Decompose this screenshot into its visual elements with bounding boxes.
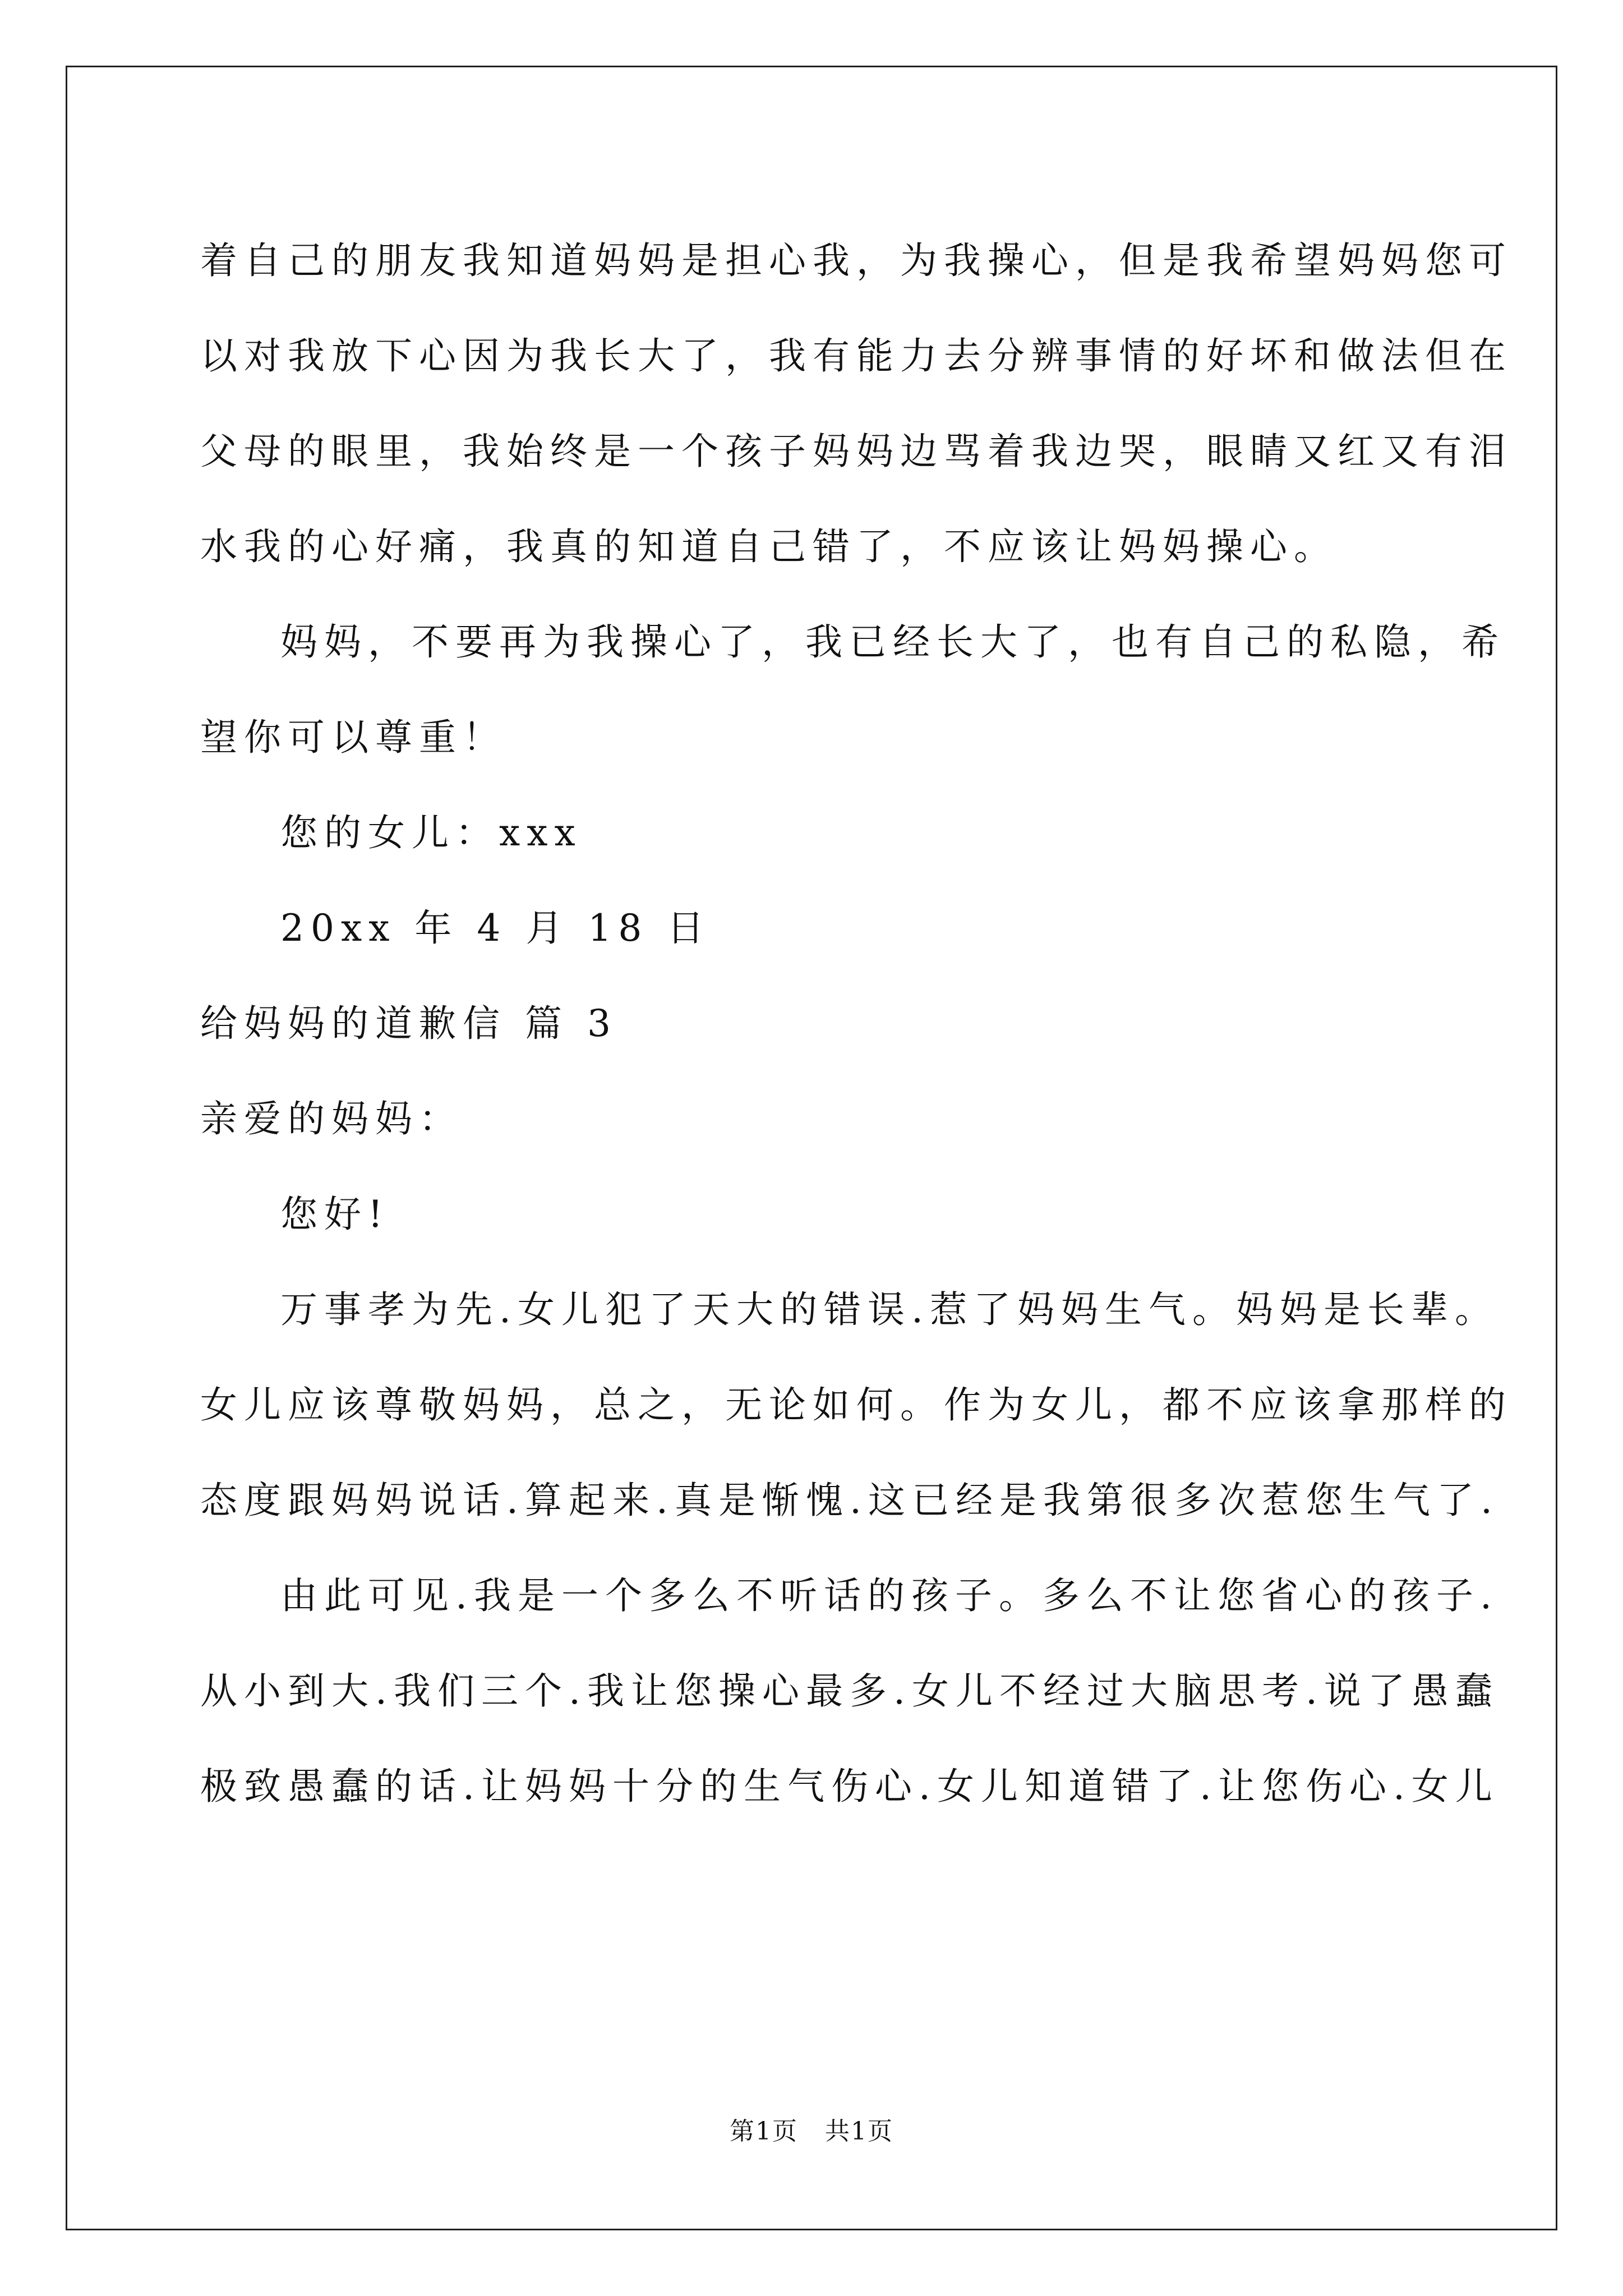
body-line: 以对我放下心因为我长大了，我有能力去分辨事情的好坏和做法但在: [200, 334, 1513, 378]
body-line: 从小到大.我们三个.我让您操心最多.女儿不经过大脑思考.说了愚蠢: [200, 1669, 1499, 1713]
date-line: 20xx 年 4 月 18 日: [280, 907, 711, 950]
body-line: 着自己的朋友我知道妈妈是担心我，为我操心，但是我希望妈妈您可: [200, 239, 1513, 282]
body-line: 望你可以尊重！: [200, 716, 506, 759]
page-total: 共1页: [825, 2117, 893, 2146]
body-line: 妈妈，不要再为我操心了，我已经长大了，也有自己的私隐，希: [280, 620, 1505, 664]
body-line: 由此可见.我是一个多么不听话的孩子。多么不让您省心的孩子.: [280, 1574, 1498, 1617]
body-line: 父母的眼里，我始终是一个孩子妈妈边骂着我边哭，眼睛又红又有泪: [200, 430, 1513, 473]
salutation: 亲爱的妈妈：: [200, 1097, 463, 1140]
page-number: 第1页: [730, 2117, 798, 2146]
page-footer: [0, 2115, 1623, 2148]
document-body: [200, 213, 1513, 1834]
body-line: 极致愚蠢的话.让妈妈十分的生气伤心.女儿知道错了.让您伤心.女儿: [200, 1765, 1499, 1808]
body-line: 水我的心好痛，我真的知道自己错了，不应该让妈妈操心。: [200, 525, 1338, 568]
body-line: 态度跟妈妈说话.算起来.真是惭愧.这已经是我第很多次惹您生气了.: [200, 1479, 1499, 1522]
body-line: 万事孝为先.女儿犯了天大的错误.惹了妈妈生气。妈妈是长辈。: [280, 1288, 1498, 1331]
greeting: 您好!: [280, 1193, 390, 1236]
body-line: 女儿应该尊敬妈妈，总之，无论如何。作为女儿，都不应该拿那样的: [200, 1383, 1513, 1427]
section-heading: 给妈妈的道歉信 篇 3: [200, 1002, 617, 1045]
signature-line: 您的女儿：xxx: [280, 811, 582, 854]
